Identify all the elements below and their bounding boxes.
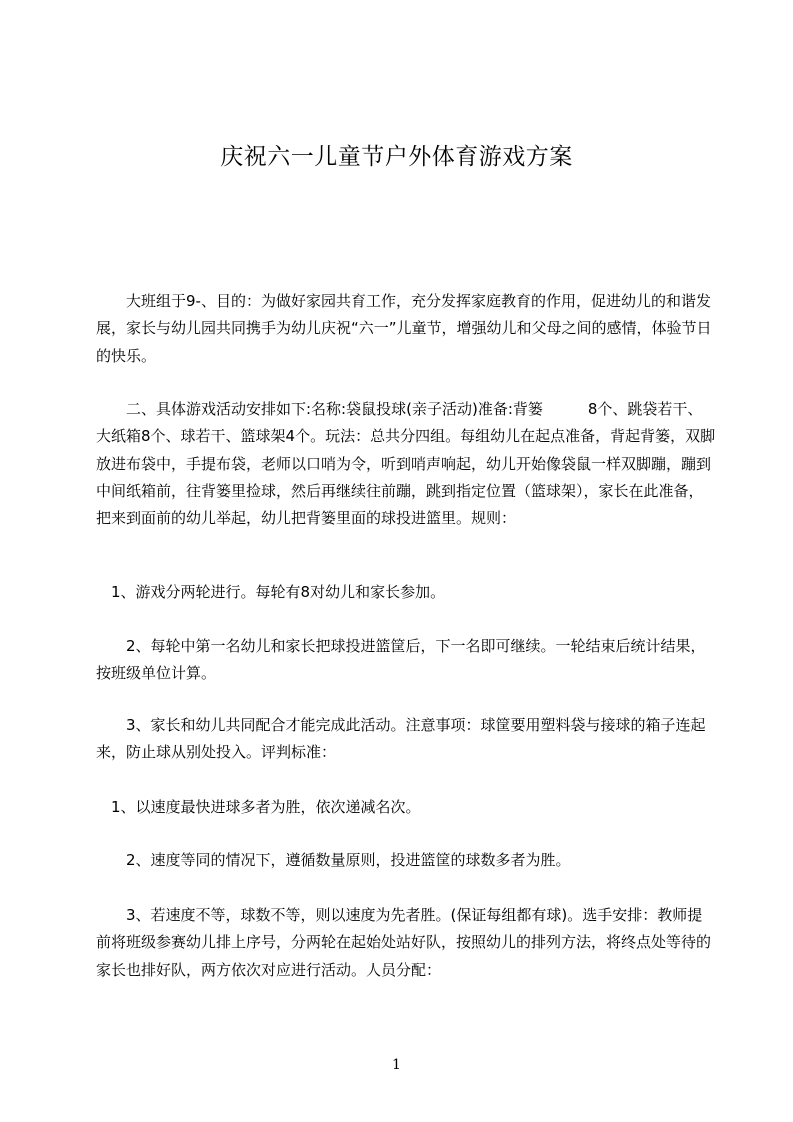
paragraph-activity-arrangement: 二、具体游戏活动安排如下:名称:袋鼠投球(亲子活动)准备:背篓 8个、跳袋若干、大纸箱8个、球若干、篮球架4个。玩法：总共分四组。每组幼儿在起点准备，背起背篓，双脚放进布袋中，手提布袋，老师以口哨为令，听到哨声响起，幼儿开始像袋鼠一样双脚蹦，蹦到中间纸箱前，往背篓里捡球，然后再继续往前蹦，跳到指定位置（篮球架），家长在此准备，把来到面前的幼儿举起，幼儿把背篓里面的球投进篮里。规则：: [96, 400, 716, 528]
paragraph-criterion-1: 1、以速度最快进球多者为胜，依次递减名次。: [96, 798, 421, 816]
document-title: 庆祝六一儿童节户外体育游戏方案: [220, 144, 573, 170]
paragraph-rule-3-notes: 3、家长和幼儿共同配合才能完成此活动。注意事项：球筐要用塑料袋与接球的箱子连起来，防止球从别处投入。评判标准：: [96, 716, 706, 762]
paragraph-purpose: 大班组于9-、目的：为做好家园共育工作，充分发挥家庭教育的作用，促进幼儿的和谐发展，家长与幼儿园共同携手为幼儿庆祝“六一”儿童节，增强幼儿和父母之间的感情，体验节日的快乐。: [96, 292, 712, 365]
page-number: 1: [392, 1057, 401, 1073]
paragraph-criterion-2: 2、速度等同的情况下，遵循数量原则，投进篮筐的球数多者为胜。: [96, 851, 571, 869]
paragraph-criterion-3-arrangement: 3、若速度不等，球数不等，则以速度为先者胜。(保证每组都有球)。选手安排：教师提前将班级参赛幼儿排上序号，分两轮在起始处站好队，按照幼儿的排列方法，将终点处等待的家长也排好队，两方依次对应进行活动。人员分配：: [96, 906, 712, 979]
paragraph-rule-2: 2、每轮中第一名幼儿和家长把球投进篮筐后，下一名即可继续。一轮结束后统计结果，按班级单位计算。: [96, 637, 706, 683]
paragraph-rule-1: 1、游戏分两轮进行。每轮有8对幼儿和家长参加。: [96, 583, 446, 601]
